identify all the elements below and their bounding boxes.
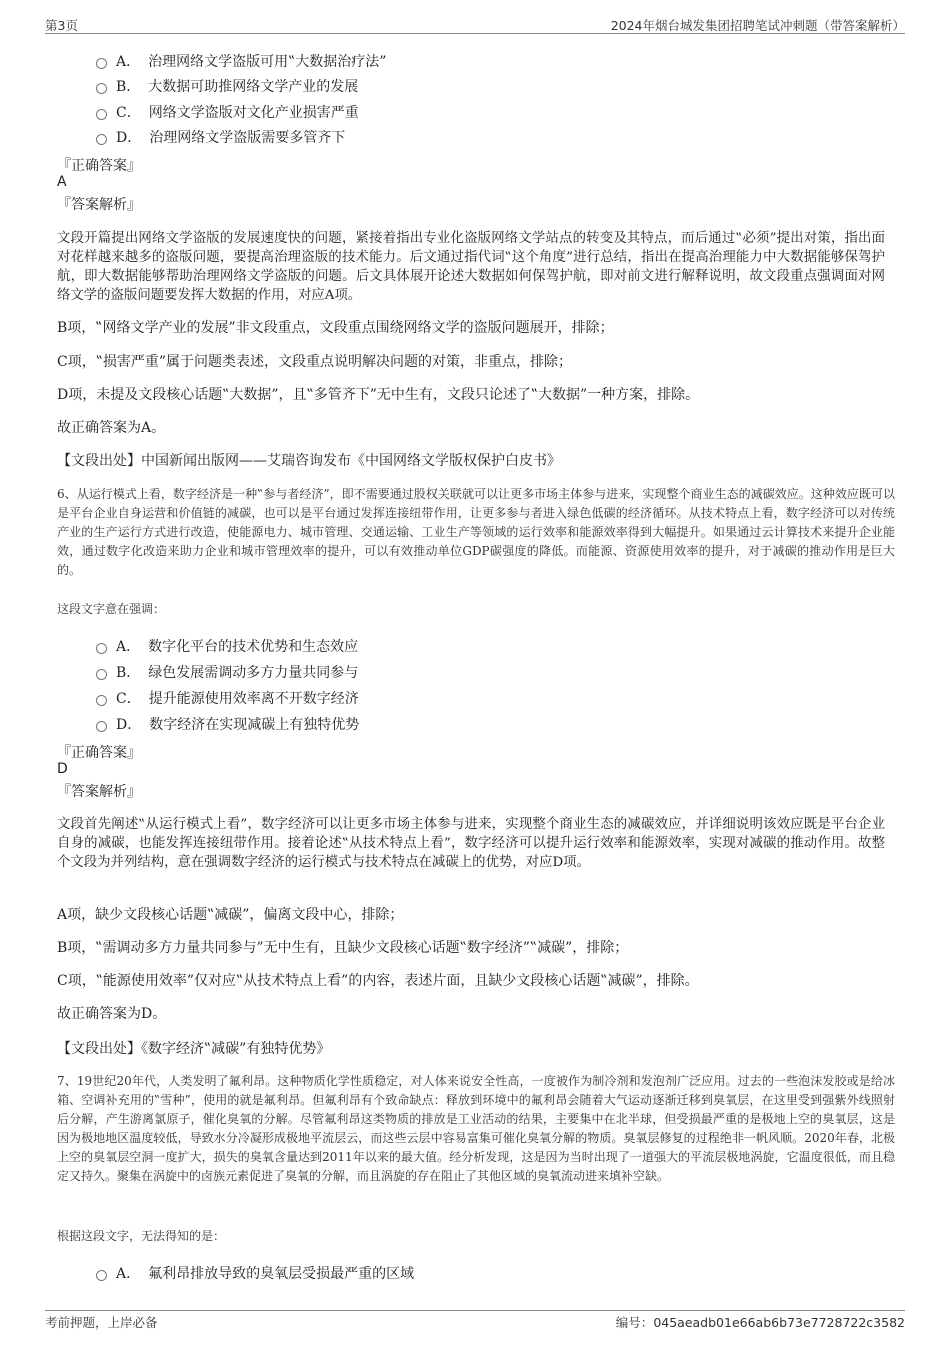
q6-option-b[interactable]: B． 绿色发展需调动多方力量共同参与 xyxy=(96,662,358,682)
q5-option-b[interactable]: B． 大数据可助推网络文学产业的发展 xyxy=(96,76,358,96)
q6-analysis-line: C项，‟能源使用效率”仅对应‟从技术特点上看”的内容，表述片面，且缺少文段核心话题‟减碳”，排除。 xyxy=(57,973,699,989)
q5-option-a[interactable]: A． 治理网络文学盗版可用‟大数据治疗法” xyxy=(96,51,386,71)
q6-option-d[interactable]: D． 数字经济在实现减碳上有独特优势 xyxy=(96,714,359,734)
q6-analysis-label: 『答案解析』 xyxy=(57,784,141,800)
document-title: 2024年烟台城发集团招聘笔试冲刺题（带答案解析） xyxy=(610,18,905,33)
q7-prompt: 根据这段文字，无法得知的是： xyxy=(57,1229,226,1243)
radio-icon[interactable] xyxy=(96,109,107,120)
q5-analysis-label: 『答案解析』 xyxy=(57,197,141,213)
footer-code: 编号：045aeadb01e66ab6b73e7728722c3582 xyxy=(615,1315,905,1330)
q5-conclusion: 故正确答案为A。 xyxy=(57,420,166,436)
q5-option-d[interactable]: D． 治理网络文学盗版需要多管齐下 xyxy=(96,127,345,147)
q6-answer-label: 『正确答案』 xyxy=(57,745,141,761)
radio-icon[interactable] xyxy=(96,1270,107,1281)
q7-option-a[interactable]: A． 氟利昂排放导致的臭氧层受损最严重的区域 xyxy=(96,1263,414,1283)
q6-analysis-line: B项，‟需调动多方力量共同参与”无中生有，且缺少文段核心话题‟数字经济”‟减碳”，排除； xyxy=(57,940,629,956)
q5-analysis-line: C项，‟损害严重”属于问题类表述，文段重点说明解决问题的对策，非重点，排除； xyxy=(57,354,573,370)
radio-icon[interactable] xyxy=(96,58,107,69)
page-header xyxy=(45,16,905,34)
radio-icon[interactable] xyxy=(96,83,107,94)
q5-source: 【文段出处】中国新闻出版网——艾瑞咨询发布《中国网络文学版权保护白皮书》 xyxy=(57,453,561,469)
q6-answer: D xyxy=(57,761,68,777)
q6-option-c[interactable]: C． 提升能源使用效率离不开数字经济 xyxy=(96,688,359,708)
header-divider xyxy=(45,33,905,34)
q5-answer-label: 『正确答案』 xyxy=(57,158,141,174)
q5-option-c[interactable]: C． 网络文学盗版对文化产业损害严重 xyxy=(96,102,359,122)
q6-analysis-line: A项，缺少文段核心话题‟减碳”，偏离文段中心，排除； xyxy=(57,907,404,923)
footer-divider xyxy=(45,1310,905,1311)
page-number: 第3页 xyxy=(45,18,78,33)
q6-analysis: 文段首先阐述‟从运行模式上看”，数字经济可以让更多市场主体参与进来，实现整个商业生态的减碳效应，并详细说明该效应既是平台企业自身的减碳，也能发挥连接纽带作用。接着论述‟从技术特点上看”，数字经济可以提升运行效率和能源效率，实现对减碳的推动作用。故整个文段为并列结构，意在强调数字经济的运行模式与技术特点在减碳上的优势，对应D项。 xyxy=(57,817,885,870)
q6-source: 【文段出处】《数字经济‟减碳”有独特优势》 xyxy=(57,1041,331,1057)
radio-icon[interactable] xyxy=(96,695,107,706)
q6-prompt: 这段文字意在强调： xyxy=(57,602,166,616)
q6-option-a[interactable]: A． 数字化平台的技术优势和生态效应 xyxy=(96,636,358,656)
radio-icon[interactable] xyxy=(96,643,107,654)
q5-analysis: 文段开篇提出网络文学盗版的发展速度快的问题，紧接着指出专业化盗版网络文学站点的转变及其特点，而后通过‟必须”提出对策，指出面对花样越来越多的盗版问题，要提高治理盗版的技术能力。后文通过指代词‟这个角度”进行总结，指出在提高治理能力中大数据能够保驾护航，即大数据能够帮助治理网络文学盗版的问题。后文具体展开论述大数据如何保驾护航，即对前文进行解释说明，故文段重点强调面对网络文学的盗版问题要发挥大数据的作用，对应A项。 xyxy=(57,231,885,303)
q6-stem: 6、从运行模式上看，数字经济是一种‟参与者经济”，即不需要通过股权关联就可以让更多市场主体参与进来，实现整个商业生态的减碳效应。这种效应既可以是平台企业自身运营和价值链的减碳，也可以是平台通过发挥连接纽带作用，让更多参与者进入绿色低碳的经济循环。从技术特点上看，数字经济可以对传统产业的生产运行方式进行改造，使能源电力、城市管理、交通运输、工业生产等领域的运行效率和能源效率得到大幅提升。如果通过云计算技术来提升企业能效，通过数字化改造来助力企业和城市管理效率的提升，可以有效推动单位GDP碳强度的降低。而能源、资源使用效率的提升，对于减碳的推动作用是巨大的。 xyxy=(57,487,895,577)
q5-analysis-line: B项，‟网络文学产业的发展”非文段重点，文段重点围绕网络文学的盗版问题展开，排除； xyxy=(57,320,614,336)
q7-stem: 7、19世纪20年代，人类发明了氟利昂。这种物质化学性质稳定，对人体来说安全性高，一度被作为制冷剂和发泡剂广泛应用。过去的一些泡沫发胶或是给冰箱、空调补充用的‟雪种”，使用的就是氟利昂。但氟利昂有个致命缺点：释放到环境中的氟利昂会随着大气运动逐渐迁移到臭氧层，在这里受到强紫外线照射后分解，产生游离氯原子，催化臭氧的分解。尽管氟利昂这类物质的排放是工业活动的结果，主要集中在北半球，但受损最严重的是极地上空的臭氧层，这是因为极地地区温度较低，导致水分冷凝形成极地平流层云，而这些云层中容易富集可催化臭氧分解的物质。臭氧层修复的过程绝非一帆风顺。2020年春，北极上空的臭氧层空洞一度扩大，损失的臭氧含量达到2011年以来的最大值。经分析发现，这是因为当时出现了一道强大的平流层极地涡旋，它温度很低，而且稳定又持久。聚集在涡旋中的卤族元素促进了臭氧的分解，而且涡旋的存在阻止了其他区域的臭氧流动进来填补空缺。 xyxy=(57,1074,895,1183)
radio-icon[interactable] xyxy=(96,134,107,145)
radio-icon[interactable] xyxy=(96,721,107,732)
q5-analysis-line: D项，未提及文段核心话题‟大数据”，且‟多管齐下”无中生有，文段只论述了‟大数据”一种方案，排除。 xyxy=(57,387,700,403)
q5-answer: A xyxy=(57,174,67,190)
q6-conclusion: 故正确答案为D。 xyxy=(57,1006,167,1022)
footer-slogan: 考前押题，上岸必备 xyxy=(45,1315,158,1330)
radio-icon[interactable] xyxy=(96,669,107,680)
